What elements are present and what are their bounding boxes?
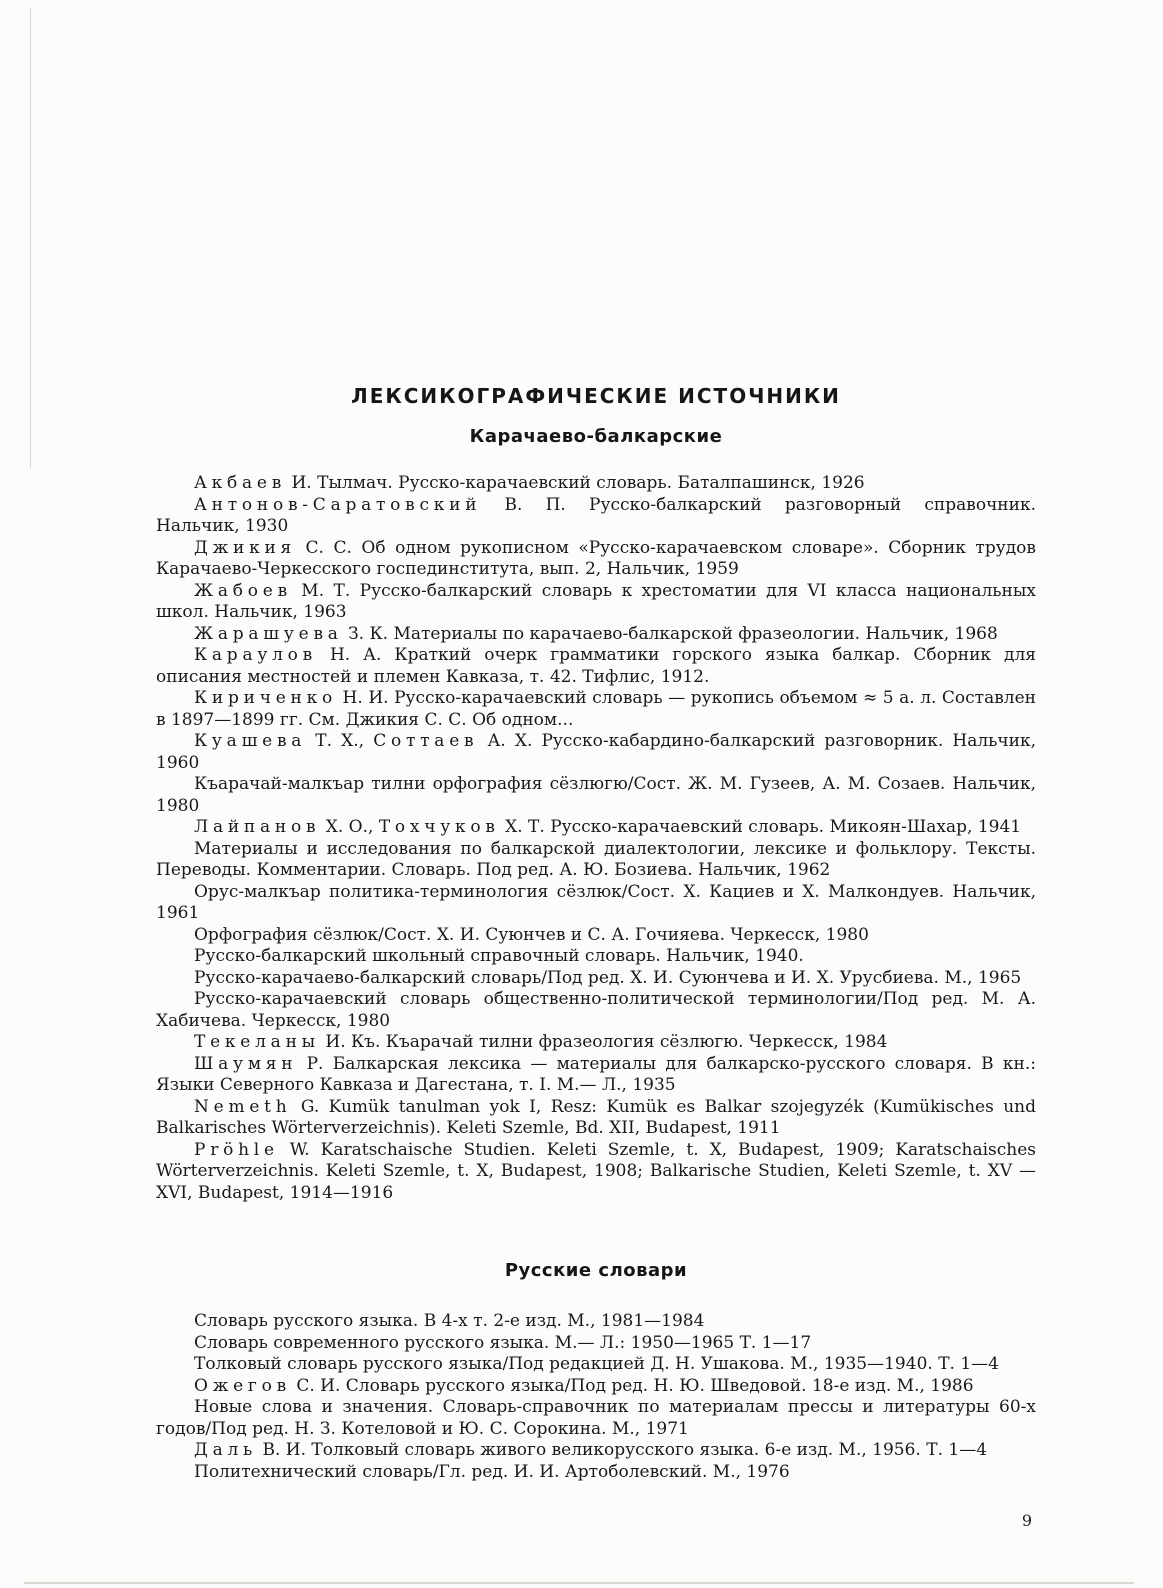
entry-text: Политехнический словарь/Гл. ред. И. И. Артоболевский. М., 1976 — [194, 1461, 790, 1482]
entry-text: И. Къ. Къарачай тилни фразеология сёзлюгю. Черкесск, 1984 — [319, 1032, 888, 1052]
entry-text: С. С. Об одном рукописном «Русско-карачаевском словаре». Сборник трудов Карачаево-Черкесского госпединститута, вып. 2, Нальчик, 1959 — [156, 537, 1036, 579]
entry-text: М. Т. Русско-балкарский словарь к хрестоматии для VI класса национальных школ. Нальчик, 1963 — [156, 580, 1036, 622]
bibliography-entry — [156, 495, 1036, 538]
author-name: Кириченко — [194, 688, 338, 708]
bibliography-entry — [156, 1333, 1036, 1355]
bibliography-entry — [156, 968, 1036, 990]
bibliography-list-karachay-balkar — [156, 473, 1036, 1204]
entry-text: Русско-балкарский школьный справочный словарь. Нальчик, 1940. — [194, 946, 804, 966]
entry-text: Н. А. Краткий очерк грамматики горского языка балкар. Сборник для описания местностей и племен Кавказа, т. 42. Тифлис, 1912. — [156, 645, 1036, 687]
entry-text: В. П. Русско-балкарский разговорный справочник. Нальчик, 1930 — [156, 494, 1036, 536]
entry-text: Орус-малкъар политика-терминология сёзлюк/Сост. Х. Кациев и Х. Малкондуев. Нальчик, 1961 — [156, 881, 1036, 923]
entry-text: Къарачай-малкъар тилни орфография сёзлюгю/Сост. Ж. М. Гузеев, А. М. Созаев. Нальчик, 1980 — [156, 774, 1036, 816]
author-name: Акбаев — [194, 473, 287, 493]
entry-text: И. Тылмач. Русско-карачаевский словарь. Баталпашинск, 1926 — [286, 473, 865, 493]
section-heading-karachay-balkar: Карачаево-балкарские — [469, 426, 723, 447]
bibliography-entry — [156, 1354, 1036, 1376]
entry-text: Р. Балкарская лексика — материалы для балкарско-русского словаря. В кн.: Языки Северного Кавказа и Дагестана, т. I. М.— Л., 1935 — [156, 1053, 1036, 1095]
bibliography-entry — [156, 1462, 1036, 1484]
entry-text: G. Kumük tanulman yok I, Resz: Kumük es Balkar szojegyzék (Kumükisches und Balkarisches Wörterverzeichnis). Keleti Szemle, Bd. XII, Budapest, 1911 — [156, 1096, 1036, 1138]
entry-text: В. И. Толковый словарь живого великорусского языка. 6-е изд. М., 1956. Т. 1—4 — [257, 1440, 988, 1460]
bibliography-entry — [156, 817, 1036, 839]
bibliography-list-russian — [156, 1311, 1036, 1483]
entry-text: W. Karatschaische Studien. Keleti Szemle, t. X, Budapest, 1909; Karatschaisches Wörterverzeichnis. Keleti Szemle, t. X, Budapest, 1908; Balkarische Studien, Keleti Szemle, t. XV — XVI, Budapest, 1914—1916 — [156, 1139, 1036, 1203]
entry-text: Новые слова и значения. Словарь-справочник по материалам прессы и литературы 60-х годов/Под ред. Н. З. Котеловой и Ю. С. Сорокина. М., 1971 — [156, 1397, 1036, 1439]
author-name: Даль — [194, 1440, 258, 1460]
author-name: Куашева — [194, 731, 307, 751]
bibliography-entry — [156, 1397, 1036, 1440]
entry-text-mid: Т. Х., — [306, 731, 374, 751]
bibliography-entry — [156, 1140, 1036, 1205]
entry-text: З. К. Материалы по карачаево-балкарской фразеологии. Нальчик, 1968 — [342, 623, 998, 644]
entry-text: Словарь русского языка. В 4-х т. 2-е изд. М., 1981—1984 — [194, 1311, 705, 1331]
bibliography-entry — [156, 1032, 1036, 1054]
entry-text: С. И. Словарь русского языка/Под ред. Н. Ю. Шведовой. 18-е изд. М., 1986 — [290, 1375, 974, 1396]
bibliography-entry — [156, 473, 1036, 495]
bibliography-entry — [156, 624, 1036, 646]
author-name: Шаумян — [194, 1053, 298, 1074]
entry-text: Материалы и исследования по балкарской диалектологии, лексике и фольклору. Тексты. Переводы. Комментарии. Словарь. Под ред. А. Ю. Бозиева. Нальчик, 1962 — [156, 838, 1036, 880]
bibliography-entry — [156, 946, 1036, 968]
author-name: Nemeth — [194, 1096, 292, 1117]
author-name: Жабоев — [194, 580, 292, 601]
scanned-page — [156, 384, 1036, 1530]
entry-text: Орфография сёзлюк/Сост. Х. И. Суюнчев и С. А. Гочияева. Черкесск, 1980 — [194, 924, 869, 945]
bibliography-entry — [156, 1054, 1036, 1097]
author-name-second: Тохчуков — [378, 817, 500, 837]
scan-artifact-left-edge — [30, 8, 31, 468]
bibliography-entry — [156, 839, 1036, 882]
author-name: Караулов — [194, 645, 317, 665]
bibliography-entry — [156, 688, 1036, 731]
section-heading-russian-dictionaries: Русские словари — [504, 1260, 688, 1281]
bibliography-entry — [156, 1440, 1036, 1462]
bibliography-entry — [156, 731, 1036, 774]
author-name: Антонов-Саратовский — [194, 494, 482, 515]
page-title: ЛЕКСИКОГРАФИЧЕСКИЕ ИСТОЧНИКИ — [351, 384, 841, 408]
entry-text: Русско-карачаево-балкарский словарь/Под ред. Х. И. Суюнчева и И. Х. Урусбиева. М., 1965 — [194, 967, 1022, 988]
author-name: Pröhle — [194, 1139, 279, 1160]
bibliography-entry — [156, 925, 1036, 947]
bibliography-entry — [156, 882, 1036, 925]
entry-text: Словарь современного русского языка. М.— Л.: 1950—1965 Т. 1—17 — [194, 1332, 812, 1353]
entry-text: Н. И. Русско-карачаевский словарь — рукопись объемом ≈ 5 а. л. Составлен в 1897—1899 гг. См. Джикия С. С. Об одном... — [156, 688, 1036, 730]
bibliography-entry — [156, 1311, 1036, 1333]
bibliography-entry — [156, 1376, 1036, 1398]
entry-text: А. Х. Русско-кабардино-балкарский разговорник. Нальчик, 1960 — [156, 731, 1036, 773]
entry-text: Русско-карачаевский словарь общественно-политической терминологии/Под ред. М. А. Хабичева. Черкесск, 1980 — [156, 989, 1036, 1031]
bibliography-entry — [156, 581, 1036, 624]
author-name: Ожегов — [194, 1375, 291, 1396]
entry-text: Толковый словарь русского языка/Под редакцией Д. Н. Ушакова. М., 1935—1940. Т. 1—4 — [194, 1354, 999, 1374]
author-name-second: Соттаев — [373, 731, 479, 751]
bibliography-entry — [156, 774, 1036, 817]
author-name: Джикия — [194, 537, 297, 558]
page-number: 9 — [1021, 1511, 1032, 1530]
bibliography-entry — [156, 989, 1036, 1032]
bibliography-entry — [156, 645, 1036, 688]
entry-text-mid: Х. О., — [320, 817, 379, 837]
author-name: Жарашуева — [194, 623, 343, 644]
author-name: Лайпанов — [194, 817, 321, 837]
entry-text: Х. Т. Русско-карачаевский словарь. Микоян-Шахар, 1941 — [499, 817, 1022, 837]
author-name: Текеланы — [194, 1032, 320, 1052]
bibliography-entry — [156, 1097, 1036, 1140]
scan-artifact-bottom-edge — [24, 1582, 1134, 1584]
bibliography-entry — [156, 538, 1036, 581]
